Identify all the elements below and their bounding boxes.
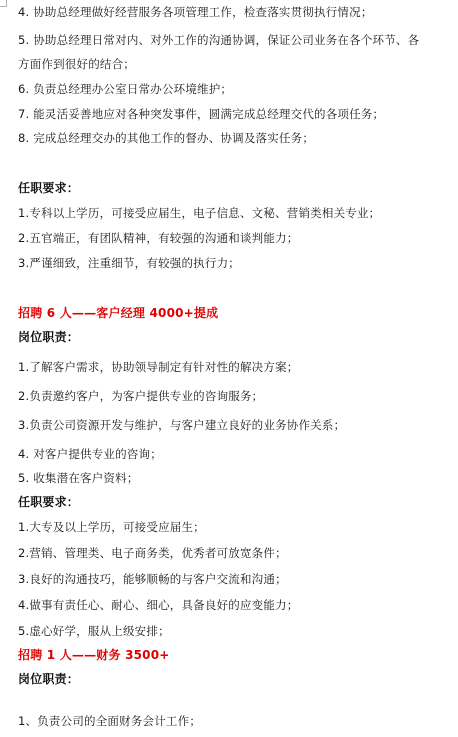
duty-item-5: 5. 收集潜在客户资料； xyxy=(18,471,139,485)
requirement-item-3: 3.严谨细致，注重细节，有较强的执行力； xyxy=(18,256,240,270)
requirement-item-4: 4.做事有责任心、耐心、细心，具备良好的应变能力； xyxy=(18,598,299,612)
requirement-item-1: 1.专科以上学历，可接受应届生，电子信息、文秘、营销类相关专业； xyxy=(18,206,381,220)
requirement-item-5: 5.虚心好学，服从上级安排； xyxy=(18,624,170,638)
duty-item-8: 8. 完成总经理交办的其他工作的督办、协调及落实任务； xyxy=(18,131,315,145)
section-heading-duties: 岗位职责： xyxy=(18,330,80,344)
duty-item-7: 7. 能灵活妥善地应对各种突发事件，圆满完成总经理交代的各项任务； xyxy=(18,107,385,121)
duty-item-1: 1、负责公司的全面财务会计工作； xyxy=(18,714,202,728)
duty-item-1: 1.了解客户需求，协助领导制定有针对性的解决方案； xyxy=(18,360,299,374)
duty-item-4: 4. 协助总经理做好经营服务各项管理工作，检查落实贯彻执行情况； xyxy=(18,5,373,19)
section-heading-requirements: 任职要求： xyxy=(18,495,80,509)
requirement-item-2: 2.五官端正，有团队精神，有较强的沟通和谈判能力； xyxy=(18,231,299,245)
job-title-customer-manager: 招聘 6 人——客户经理 4000+提成 xyxy=(18,306,219,320)
duty-item-6: 6. 负责总经理办公室日常办公环境维护； xyxy=(18,82,233,96)
requirement-item-1: 1.大专及以上学历，可接受应届生； xyxy=(18,520,205,534)
section-heading-requirements: 任职要求： xyxy=(18,181,80,195)
duty-item-5: 5. 协助总经理日常对内、对外工作的沟通协调，保证公司业务在各个环节、各 xyxy=(18,33,420,47)
page-corner-mark xyxy=(0,0,7,7)
duty-item-3: 3.负责公司资源开发与维护，与客户建立良好的业务协作关系； xyxy=(18,418,346,432)
job-title-finance: 招聘 1 人——财务 3500+ xyxy=(18,648,170,662)
duty-item-2: 2.负责邀约客户，为客户提供专业的咨询服务； xyxy=(18,389,264,403)
duty-item-5-cont: 方面作到很好的结合； xyxy=(18,57,135,71)
section-heading-duties: 岗位职责： xyxy=(18,672,80,686)
duty-item-4: 4. 对客户提供专业的咨询； xyxy=(18,447,162,461)
requirement-item-3: 3.良好的沟通技巧，能够顺畅的与客户交流和沟通； xyxy=(18,572,287,586)
requirement-item-2: 2.营销、管理类、电子商务类，优秀者可放宽条件； xyxy=(18,546,287,560)
